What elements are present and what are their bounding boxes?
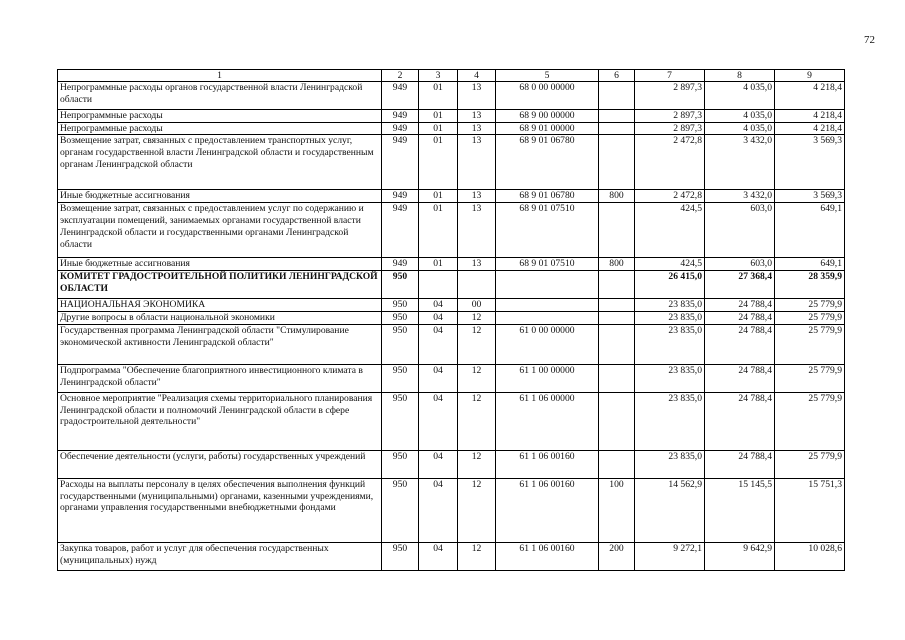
expense-type-code [599, 312, 635, 325]
amount-col-7: 2 897,3 [635, 82, 705, 110]
section-code: 01 [419, 122, 458, 135]
amount-col-8: 27 368,4 [705, 271, 775, 299]
section-code: 01 [419, 258, 458, 271]
table-row [58, 190, 845, 203]
column-number: 3 [419, 70, 458, 82]
section-code: 01 [419, 110, 458, 123]
target-article-code: 61 1 06 00160 [496, 450, 599, 478]
ministry-code: 949 [382, 135, 419, 190]
amount-col-9: 15 751,3 [775, 478, 845, 542]
table-row [58, 299, 845, 312]
expense-type-code [599, 324, 635, 364]
subsection-code: 12 [458, 364, 496, 392]
column-number: 9 [775, 70, 845, 82]
table-row [58, 364, 845, 392]
table-row [58, 392, 845, 450]
expense-type-code [599, 450, 635, 478]
ministry-code: 950 [382, 450, 419, 478]
amount-col-8: 603,0 [705, 203, 775, 258]
amount-col-9: 10 028,6 [775, 542, 845, 570]
section-code: 01 [419, 203, 458, 258]
ministry-code: 950 [382, 324, 419, 364]
ministry-code: 949 [382, 82, 419, 110]
ministry-code: 949 [382, 203, 419, 258]
amount-col-9: 3 569,3 [775, 135, 845, 190]
row-name: Расходы на выплаты персоналу в целях обеспечения выполнения функций государственными (муниципальными) органами, казенными учреждениями, органами управления государственными внебюджетными фондами [58, 478, 382, 542]
expense-type-code [599, 82, 635, 110]
amount-col-8: 603,0 [705, 258, 775, 271]
expense-type-code [599, 135, 635, 190]
table-row [58, 258, 845, 271]
row-name: Обеспечение деятельности (услуги, работы) государственных учреждений [58, 450, 382, 478]
target-article-code: 68 9 01 07510 [496, 258, 599, 271]
target-article-code [496, 299, 599, 312]
table-row [58, 478, 845, 542]
section-code: 04 [419, 312, 458, 325]
amount-col-9: 649,1 [775, 203, 845, 258]
amount-col-7: 23 835,0 [635, 364, 705, 392]
amount-col-7: 2 897,3 [635, 110, 705, 123]
section-code [419, 271, 458, 299]
amount-col-8: 24 788,4 [705, 299, 775, 312]
row-name: Другие вопросы в области национальной экономики [58, 312, 382, 325]
target-article-code: 61 1 06 00000 [496, 392, 599, 450]
table-row [58, 324, 845, 364]
section-code: 04 [419, 364, 458, 392]
table-row [58, 82, 845, 110]
amount-col-7: 424,5 [635, 258, 705, 271]
table-row [58, 203, 845, 258]
amount-col-9: 4 218,4 [775, 122, 845, 135]
amount-col-8: 3 432,0 [705, 190, 775, 203]
section-code: 04 [419, 299, 458, 312]
target-article-code: 68 9 01 00000 [496, 122, 599, 135]
table-row [58, 271, 845, 299]
subsection-code: 12 [458, 450, 496, 478]
expense-type-code: 800 [599, 258, 635, 271]
section-code: 01 [419, 82, 458, 110]
section-code: 01 [419, 190, 458, 203]
row-name: КОМИТЕТ ГРАДОСТРОИТЕЛЬНОЙ ПОЛИТИКИ ЛЕНИНГРАДСКОЙ ОБЛАСТИ [58, 271, 382, 299]
amount-col-7: 23 835,0 [635, 392, 705, 450]
amount-col-8: 24 788,4 [705, 324, 775, 364]
target-article-code: 61 1 00 00000 [496, 364, 599, 392]
section-code: 04 [419, 324, 458, 364]
amount-col-9: 649,1 [775, 258, 845, 271]
subsection-code: 13 [458, 135, 496, 190]
ministry-code: 949 [382, 190, 419, 203]
ministry-code: 949 [382, 122, 419, 135]
column-number-row [58, 70, 845, 82]
subsection-code: 12 [458, 324, 496, 364]
subsection-code [458, 271, 496, 299]
amount-col-7: 23 835,0 [635, 312, 705, 325]
target-article-code: 61 1 06 00160 [496, 542, 599, 570]
section-code: 01 [419, 135, 458, 190]
subsection-code: 00 [458, 299, 496, 312]
column-number: 2 [382, 70, 419, 82]
amount-col-9: 25 779,9 [775, 324, 845, 364]
expense-type-code [599, 122, 635, 135]
ministry-code: 950 [382, 299, 419, 312]
column-number: 7 [635, 70, 705, 82]
amount-col-9: 25 779,9 [775, 312, 845, 325]
subsection-code: 13 [458, 203, 496, 258]
amount-col-8: 24 788,4 [705, 364, 775, 392]
section-code: 04 [419, 542, 458, 570]
subsection-code: 13 [458, 122, 496, 135]
target-article-code: 68 9 01 06780 [496, 190, 599, 203]
amount-col-9: 4 218,4 [775, 82, 845, 110]
amount-col-9: 25 779,9 [775, 450, 845, 478]
row-name: Непрограммные расходы органов государственной власти Ленинградской области [58, 82, 382, 110]
section-code: 04 [419, 450, 458, 478]
row-name: НАЦИОНАЛЬНАЯ ЭКОНОМИКА [58, 299, 382, 312]
expense-type-code: 200 [599, 542, 635, 570]
ministry-code: 950 [382, 392, 419, 450]
target-article-code: 68 9 00 00000 [496, 110, 599, 123]
table-row [58, 122, 845, 135]
row-name: Государственная программа Ленинградской области "Стимулирование экономической активности Ленинградской области" [58, 324, 382, 364]
column-number: 1 [58, 70, 382, 82]
row-name: Возмещение затрат, связанных с предоставлением транспортных услуг, органам государственной власти Ленинградской области и государственным органам Ленинградской области [58, 135, 382, 190]
subsection-code: 12 [458, 478, 496, 542]
row-name: Иные бюджетные ассигнования [58, 190, 382, 203]
target-article-code: 68 9 01 06780 [496, 135, 599, 190]
column-number: 5 [496, 70, 599, 82]
table-row [58, 450, 845, 478]
section-code: 04 [419, 392, 458, 450]
amount-col-8: 9 642,9 [705, 542, 775, 570]
row-name: Закупка товаров, работ и услуг для обеспечения государственных (муниципальных) нужд [58, 542, 382, 570]
amount-col-8: 4 035,0 [705, 110, 775, 123]
column-number: 8 [705, 70, 775, 82]
amount-col-7: 23 835,0 [635, 450, 705, 478]
subsection-code: 12 [458, 542, 496, 570]
row-name: Непрограммные расходы [58, 110, 382, 123]
amount-col-8: 4 035,0 [705, 122, 775, 135]
table-row [58, 110, 845, 123]
amount-col-7: 23 835,0 [635, 324, 705, 364]
amount-col-8: 24 788,4 [705, 312, 775, 325]
ministry-code: 949 [382, 110, 419, 123]
ministry-code: 950 [382, 478, 419, 542]
row-name: Непрограммные расходы [58, 122, 382, 135]
expense-type-code [599, 271, 635, 299]
column-number: 6 [599, 70, 635, 82]
subsection-code: 12 [458, 312, 496, 325]
ministry-code: 950 [382, 312, 419, 325]
column-number: 4 [458, 70, 496, 82]
table-row [58, 135, 845, 190]
row-name: Иные бюджетные ассигнования [58, 258, 382, 271]
target-article-code: 61 1 06 00160 [496, 478, 599, 542]
amount-col-8: 15 145,5 [705, 478, 775, 542]
amount-col-9: 25 779,9 [775, 299, 845, 312]
subsection-code: 13 [458, 110, 496, 123]
target-article-code: 68 9 01 07510 [496, 203, 599, 258]
subsection-code: 12 [458, 392, 496, 450]
target-article-code [496, 312, 599, 325]
amount-col-9: 3 569,3 [775, 190, 845, 203]
amount-col-9: 25 779,9 [775, 364, 845, 392]
table-row [58, 312, 845, 325]
section-code: 04 [419, 478, 458, 542]
row-name: Возмещение затрат, связанных с предоставлением услуг по содержанию и эксплуатации помещений, занимаемых органами государственной власти Ленинградской области и государственными органами Ленинградской области [58, 203, 382, 258]
target-article-code: 68 0 00 00000 [496, 82, 599, 110]
amount-col-9: 4 218,4 [775, 110, 845, 123]
page-number: 72 [864, 34, 875, 46]
ministry-code: 950 [382, 271, 419, 299]
row-name: Подпрограмма "Обеспечение благоприятного инвестиционного климата в Ленинградской области" [58, 364, 382, 392]
table-row [58, 542, 845, 570]
amount-col-7: 23 835,0 [635, 299, 705, 312]
expense-type-code: 100 [599, 478, 635, 542]
budget-table [57, 69, 845, 571]
amount-col-8: 24 788,4 [705, 392, 775, 450]
amount-col-9: 28 359,9 [775, 271, 845, 299]
amount-col-7: 2 897,3 [635, 122, 705, 135]
amount-col-7: 2 472,8 [635, 135, 705, 190]
amount-col-8: 3 432,0 [705, 135, 775, 190]
target-article-code: 61 0 00 00000 [496, 324, 599, 364]
expense-type-code [599, 364, 635, 392]
target-article-code [496, 271, 599, 299]
expense-type-code [599, 392, 635, 450]
amount-col-8: 4 035,0 [705, 82, 775, 110]
expense-type-code [599, 299, 635, 312]
expense-type-code [599, 203, 635, 258]
amount-col-9: 25 779,9 [775, 392, 845, 450]
row-name: Основное мероприятие "Реализация схемы территориального планирования Ленинградской области и полномочий Ленинградской области в сфере градостроительной деятельности" [58, 392, 382, 450]
amount-col-7: 9 272,1 [635, 542, 705, 570]
subsection-code: 13 [458, 82, 496, 110]
amount-col-7: 26 415,0 [635, 271, 705, 299]
subsection-code: 13 [458, 190, 496, 203]
amount-col-8: 24 788,4 [705, 450, 775, 478]
amount-col-7: 2 472,8 [635, 190, 705, 203]
ministry-code: 950 [382, 542, 419, 570]
subsection-code: 13 [458, 258, 496, 271]
expense-type-code: 800 [599, 190, 635, 203]
amount-col-7: 424,5 [635, 203, 705, 258]
ministry-code: 950 [382, 364, 419, 392]
amount-col-7: 14 562,9 [635, 478, 705, 542]
ministry-code: 949 [382, 258, 419, 271]
expense-type-code [599, 110, 635, 123]
